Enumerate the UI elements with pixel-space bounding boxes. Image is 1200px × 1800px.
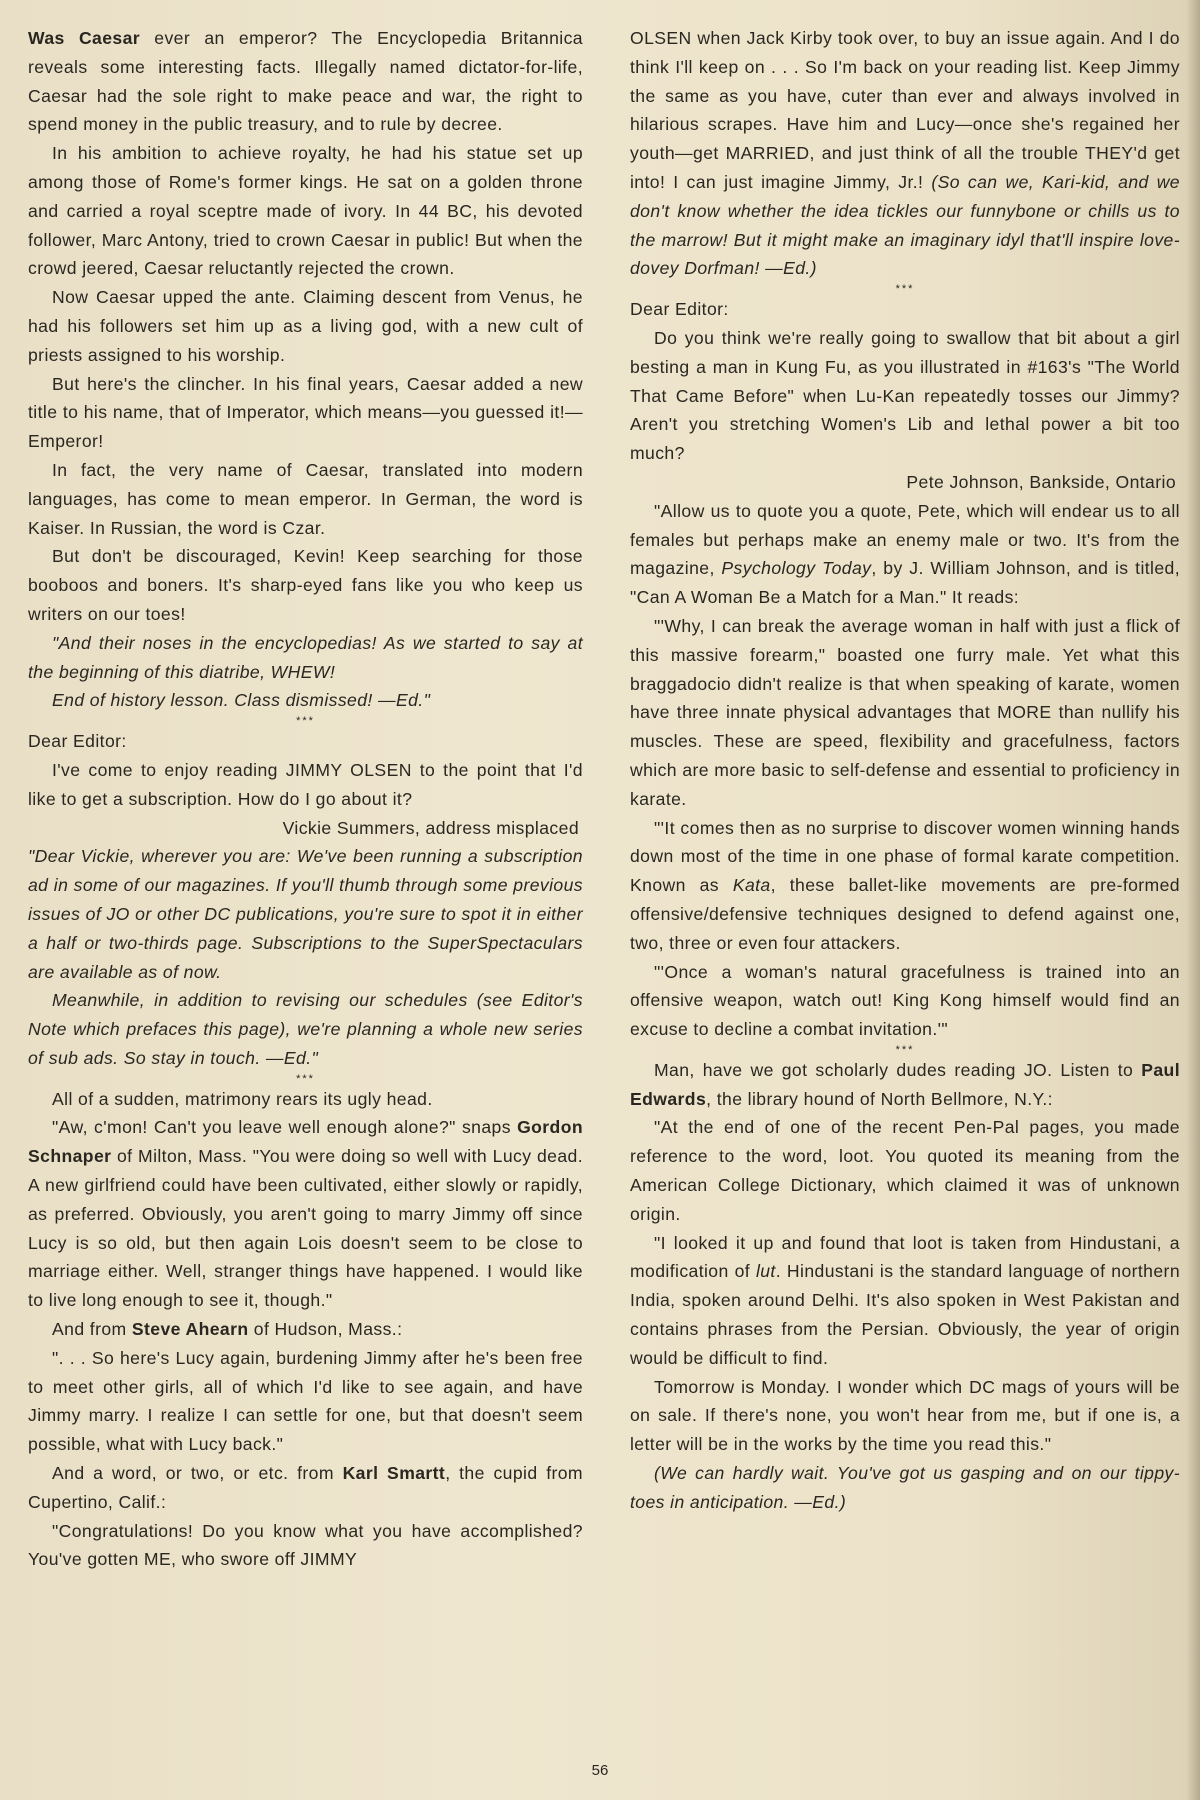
text-run: , these ballet-like movements are pre-formed offensive/defensive techniques designed to defend against one, two, three or even four attackers. <box>630 875 1180 953</box>
letter-signature <box>630 468 1180 497</box>
paragraph <box>630 295 1180 324</box>
writer-name: Steve Ahearn <box>131 1319 249 1340</box>
paragraph <box>28 1085 583 1114</box>
text-run: , by J. William Johnson, and is titled, "Can A Woman Be a Match for a Man." It reads: <box>630 558 1181 608</box>
page-edge-shadow <box>1186 0 1200 1800</box>
paragraph <box>630 1229 1180 1373</box>
text-run: "Allow us to quote you a quote, Pete, which will endear us to all females but perhaps make an enemy male or two. It's from the magazine, <box>630 500 1180 579</box>
writer-name: Karl Smartt <box>342 1463 446 1484</box>
text-run: OLSEN when Jack Kirby took over, to buy an issue again. And I do think I'll keep on . . . So I'm back on your reading list. Keep Jimmy the same as you have, cuter than ever and always involved in hilarious scrapes. Have him and Lucy—once she's regained her youth—get MARRIED, and just think of all the trouble THEY'd get into! I can just imagine Jimmy, Jr.! <box>630 28 1180 192</box>
section-divider: *** <box>296 1072 315 1085</box>
paragraph <box>28 1113 583 1315</box>
text-run: of Milton, Mass. "You were doing so well with Lucy dead. A new girlfriend could have been cultivated, either slowly or rapidly, as preferred. Obviously, you aren't going to marry Jimmy off since Lucy is so old, but then again Lois doesn't seem to be close to marriage either. Well, stranger things have happened. I would like to live long enough to see it, though." <box>28 1146 583 1311</box>
page-number: 56 <box>591 1762 609 1779</box>
text-run: But here's the clincher. In his final years, Caesar added a new title to his name, that of Imperator, which means—you guessed it!—Emperor! <box>28 373 583 452</box>
paragraph <box>28 1459 583 1517</box>
writer-name: Was Caesar <box>28 28 141 48</box>
paragraph <box>28 629 583 687</box>
text-run: All of a sudden, matrimony rears its ugly head. <box>52 1088 433 1109</box>
text-run: Dear Editor: <box>630 299 729 320</box>
paragraph <box>630 612 1180 814</box>
text-run: "Dear Vickie, wherever you are: We've been running a subscription ad in some of our magazines. If you'll thumb through some previous issues of JO or other DC publications, you're sure to spot it in either a half or two-thirds page. Subscriptions to the SuperSpectaculars are available as of now. <box>28 846 583 982</box>
text-run: (So can we, Kari-kid, and we don't know whether the idea tickles our funnybone or chills us to the marrow! But it might make an imaginary idyl that'll inspire love-dovey Dorfman! —Ed.) <box>630 171 1180 279</box>
text-run: In fact, the very name of Caesar, translated into modern languages, has come to mean emperor. In German, the word is Kaiser. In Russian, the word is Czar. <box>28 459 583 538</box>
paragraph <box>28 370 583 456</box>
text-run: Dear Editor: <box>28 731 127 752</box>
text-run: Now Caesar upped the ante. Claiming descent from Venus, he had his followers set him up as a living god, with a new cult of priests assigned to his worship. <box>28 287 583 365</box>
text-run: lut <box>755 1261 776 1282</box>
paragraph <box>28 1517 583 1575</box>
text-run: "And their noses in the encyclopedias! As we started to say at the beginning of this diatribe, WHEW! <box>28 632 583 682</box>
text-run: Vickie Summers, address misplaced <box>282 817 579 838</box>
left-column <box>28 24 583 1574</box>
text-run: , the cupid from Cupertino, Calif.: <box>28 1463 583 1512</box>
paragraph <box>28 139 583 283</box>
text-run: (We can hardly wait. You've got us gasping and on our tippy-toes in anticipation. —Ed.) <box>630 1463 1180 1512</box>
paragraph <box>630 814 1180 958</box>
section-divider: *** <box>895 1043 915 1056</box>
text-run: "Congratulations! Do you know what you have accomplished? You've gotten ME, who swore off JIMMY <box>28 1520 583 1570</box>
text-run: ever an emperor? The Encyclopedia Britannica reveals some interesting facts. Illegally named dictator-for-life, Caesar had the sole right to make peace and war, the right to spend money in the public treasury, and to rule by decree. <box>28 28 583 135</box>
paragraph <box>28 686 583 715</box>
paragraph <box>630 1056 1180 1114</box>
text-run: But don't be discouraged, Kevin! Keep searching for those booboos and boners. It's sharp-eyed fans like you who keep us writers on our toes! <box>28 546 583 624</box>
text-run: In his ambition to achieve royalty, he had his statue set up among those of Rome's former kings. He sat on a golden throne and carried a royal sceptre made of ivory. In 44 BC, his devoted follower, Marc Antony, tried to crown Caesar in public! But when the crowd jeered, Caesar reluctantly rejected the crown. <box>28 143 583 279</box>
paragraph <box>630 958 1180 1044</box>
paragraph <box>28 727 583 756</box>
paragraph <box>28 1344 583 1459</box>
paragraph <box>28 842 583 986</box>
paragraph <box>630 1113 1180 1228</box>
text-run: ". . . So here's Lucy again, burdening Jimmy after he's been free to meet other girls, all of which I'd like to see again, and have Jimmy marry. I realize I can settle for one, but that doesn't seem possible, what with Lucy back." <box>28 1347 583 1455</box>
paragraph <box>28 24 583 139</box>
text-run: , the library hound of North Bellmore, N.Y.: <box>706 1088 1053 1109</box>
text-run: "I looked it up and found that loot is taken from Hindustani, a modification of <box>630 1232 1180 1282</box>
text-run: Tomorrow is Monday. I wonder which DC mags of yours will be on sale. If there's none, you won't hear from me, but if one is, a letter will be in the works by the time you read this." <box>630 1376 1180 1455</box>
paragraph <box>630 1459 1180 1517</box>
paragraph <box>28 456 583 542</box>
text-run: Kata <box>732 875 771 896</box>
text-run: "Aw, c'mon! Can't you leave well enough alone?" snaps <box>52 1117 518 1138</box>
paragraph <box>630 24 1180 283</box>
text-run: . Hindustani is the standard language of northern India, spoken around Delhi. It's also spoken in West Pakistan and contains phrases from the Persian. Obviously, the year of origin would be difficult to find. <box>630 1261 1181 1368</box>
text-run: Psychology Today <box>721 558 872 579</box>
text-run: And a word, or two, or etc. from <box>52 1463 343 1484</box>
section-divider: *** <box>296 715 315 728</box>
paragraph <box>630 324 1180 468</box>
text-run: Meanwhile, in addition to revising our schedules (see Editor's Note which prefaces this page), we're planning a whole new series of sub ads. So stay in touch. —Ed." <box>28 990 583 1068</box>
paragraph <box>630 497 1180 612</box>
paragraph <box>28 756 583 814</box>
text-run: "'It comes then as no surprise to discover women winning hands down most of the time in one phase of formal karate competition. Known as <box>630 817 1180 896</box>
writer-name: Paul Edwards <box>630 1059 1180 1109</box>
paragraph <box>28 283 583 369</box>
paragraph <box>630 1373 1180 1459</box>
text-run: And from <box>52 1319 132 1340</box>
text-run: "'Once a woman's natural gracefulness is trained into an offensive weapon, watch out! King Kong himself would find an excuse to decline a combat invitation.'" <box>630 961 1180 1040</box>
writer-name: Gordon Schnaper <box>28 1117 583 1167</box>
paragraph <box>28 1315 583 1344</box>
text-run: End of history lesson. Class dismissed! —Ed." <box>52 690 431 711</box>
text-run: Pete Johnson, Bankside, Ontario <box>906 471 1176 492</box>
text-run: "'Why, I can break the average woman in half with just a flick of this massive forearm," boasted one furry male. Yet what this braggadocio didn't realize is that when speaking of karate, women have three innate physical advantages that MORE than nullify his muscles. These are speed, flexibility and gracefulness, factors which are more basic to self-defense and essential to proficiency in karate. <box>630 615 1180 809</box>
paragraph <box>28 542 583 628</box>
section-divider: *** <box>895 283 915 296</box>
text-run: "At the end of one of the recent Pen-Pal pages, you made reference to the word, loot. You quoted its meaning from the American College Dictionary, which claimed it was of unknown origin. <box>630 1117 1180 1224</box>
text-run: of Hudson, Mass.: <box>248 1319 403 1340</box>
text-run: I've come to enjoy reading JIMMY OLSEN to the point that I'd like to get a subscription. How do I go about it? <box>28 759 583 809</box>
text-run: Do you think we're really going to swallow that bit about a girl besting a man in Kung Fu, as you illustrated in #163's "The World That Came Before" when Lu-Kan repeatedly tosses our Jimmy? Aren't you stretching Women's Lib and lethal power a bit too much? <box>630 327 1180 464</box>
right-column <box>630 24 1180 1517</box>
paragraph <box>28 986 583 1072</box>
text-run: Man, have we got scholarly dudes reading JO. Listen to <box>654 1059 1142 1080</box>
letter-signature <box>28 814 583 843</box>
